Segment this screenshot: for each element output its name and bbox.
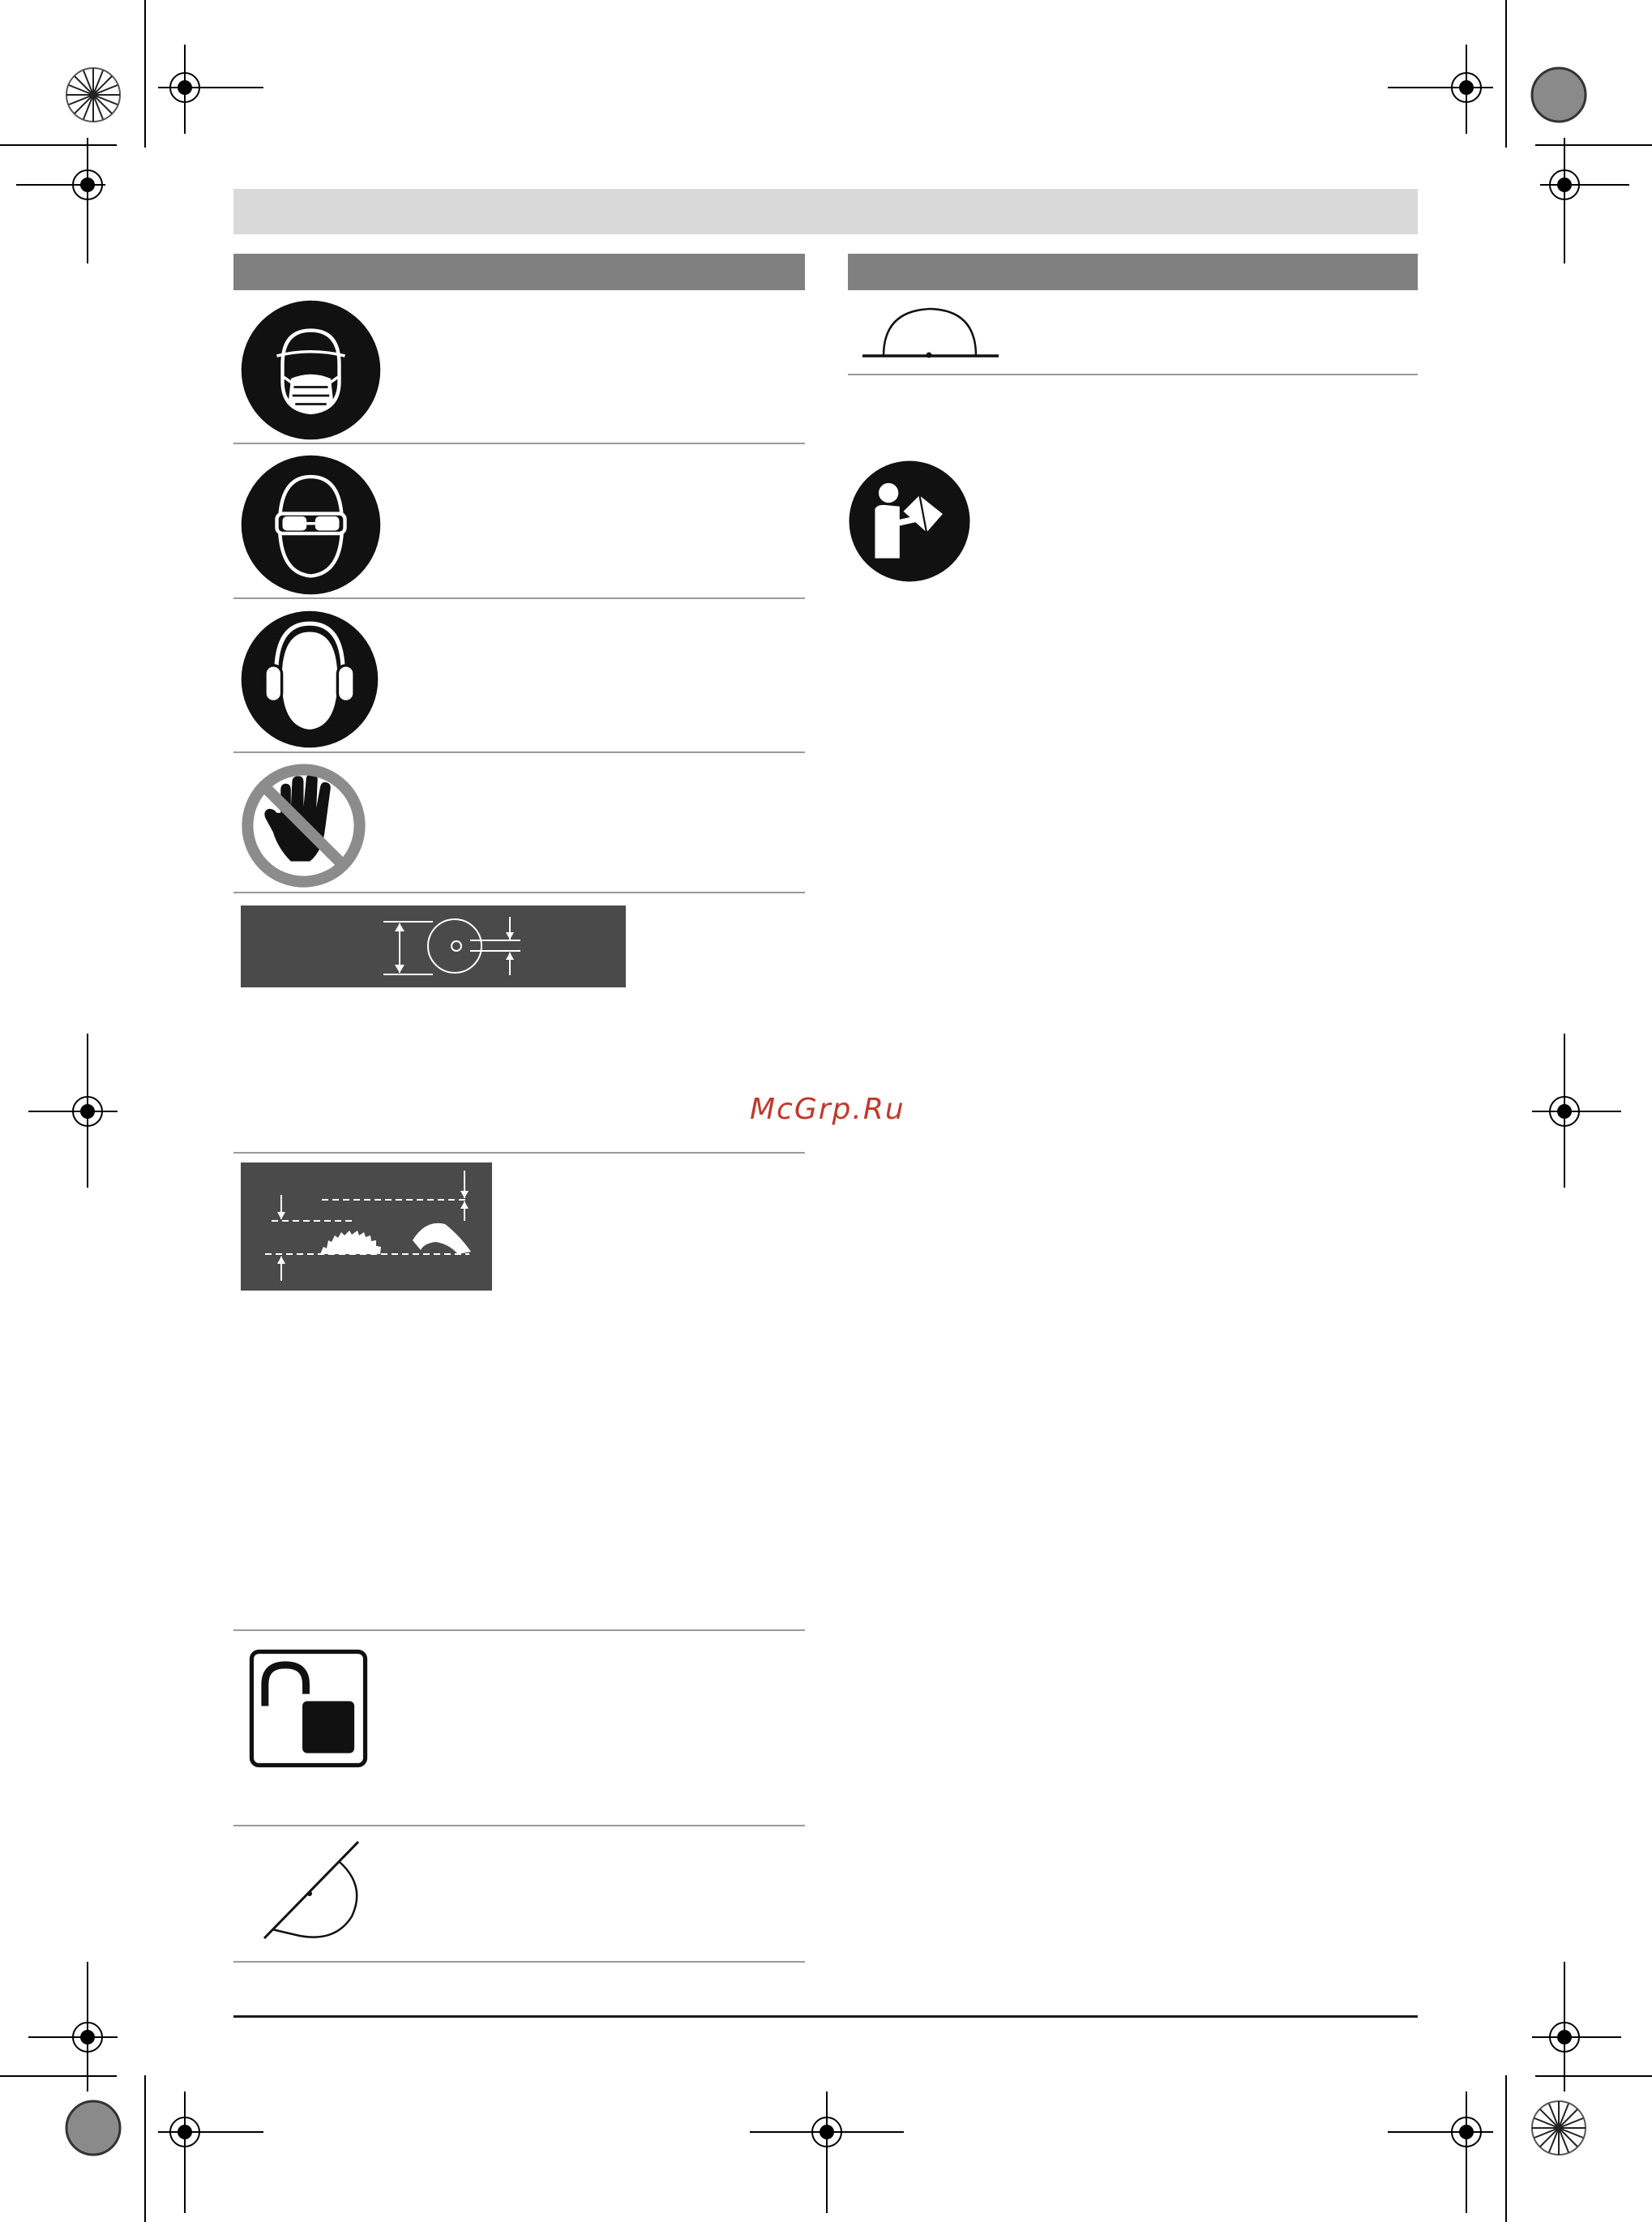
row-divider [233, 443, 805, 444]
read-manual-icon [848, 460, 971, 583]
registration-mark-icon [1532, 1962, 1621, 2091]
starburst-target-icon [65, 66, 122, 123]
registration-mark-icon [1388, 45, 1493, 134]
registration-mark-icon [28, 1962, 118, 2091]
right-column-header [848, 254, 1418, 290]
saw-blade-riving-knife-icon [241, 1162, 492, 1291]
crop-line [144, 2075, 146, 2222]
registration-mark-icon [28, 1034, 118, 1188]
crop-line [144, 0, 146, 148]
registration-mark-icon [1388, 2091, 1493, 2213]
row-divider [233, 751, 805, 753]
registration-mark-icon [158, 2091, 263, 2213]
left-column-header [233, 254, 805, 290]
hearing-protection-icon [240, 610, 379, 749]
registration-mark-icon [746, 2091, 908, 2213]
row-divider [233, 1152, 805, 1154]
page-header-band [233, 189, 1418, 234]
starburst-target-icon [1530, 2100, 1587, 2156]
registration-mark-icon [16, 138, 105, 268]
footer-rule [233, 2015, 1418, 2018]
row-divider [233, 892, 805, 893]
row-divider [848, 374, 1418, 375]
safety-goggles-icon [240, 454, 382, 596]
crop-line [1505, 0, 1507, 148]
unlock-icon [248, 1648, 369, 1769]
row-divider [233, 597, 805, 599]
dust-mask-icon [240, 299, 382, 441]
bevel-angle-icon [258, 1839, 363, 1944]
crop-line [1505, 2075, 1507, 2222]
watermark-text: McGrp.Ru [750, 1093, 905, 1126]
no-gloves-icon [240, 762, 367, 889]
protractor-angle-icon [862, 302, 1002, 367]
registration-mark-icon [1540, 138, 1629, 268]
row-divider [233, 1961, 805, 1963]
row-divider [233, 1825, 805, 1826]
registration-mark-icon [1532, 1034, 1621, 1188]
grey-target-icon [1530, 66, 1587, 123]
grey-target-icon [65, 2100, 122, 2156]
registration-mark-icon [158, 45, 263, 134]
row-divider [233, 1629, 805, 1631]
grinding-disc-dimension-icon [241, 905, 626, 987]
